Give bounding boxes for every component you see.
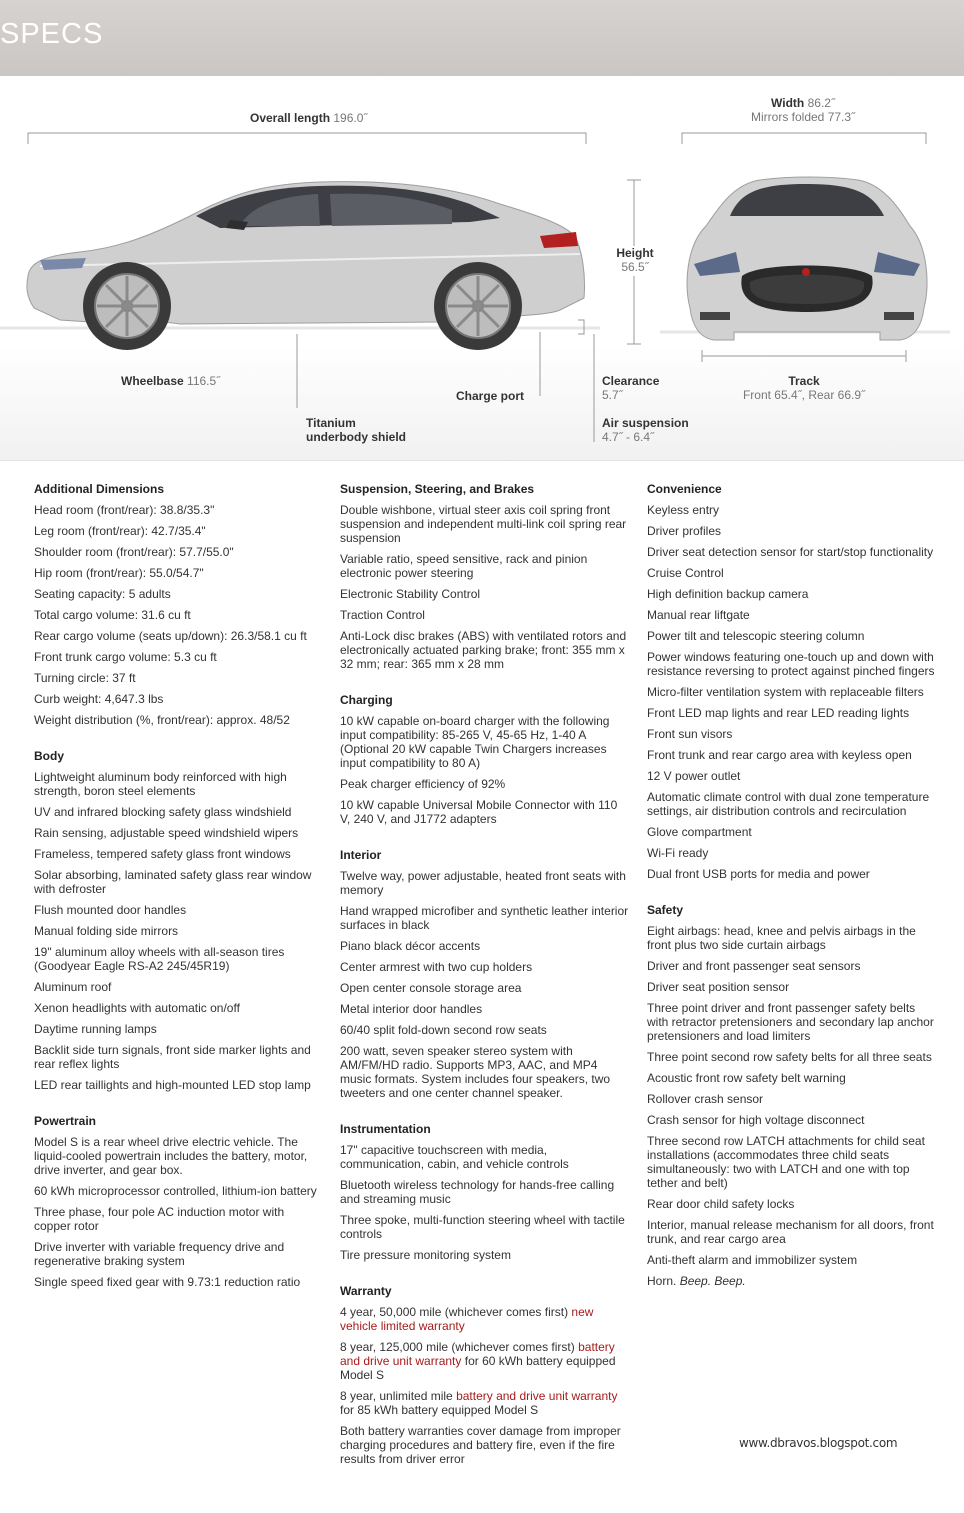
section-title: Charging [340, 693, 393, 707]
spec-item: Leg room (front/rear): 42.7/35.4" [34, 524, 206, 538]
section-additional-dimensions [34, 480, 324, 727]
spec-item: Single speed fixed gear with 9.73:1 reduction ratio [34, 1275, 301, 1289]
spec-item: Power tilt and telescopic steering column [647, 629, 865, 643]
section-instrumentation [340, 1120, 630, 1262]
spec-item: Glove compartment [647, 825, 752, 839]
section-title: Interior [340, 848, 382, 862]
dimensions-diagram [0, 76, 964, 461]
warranty-link[interactable]: new vehicle limited warranty [340, 1305, 594, 1333]
spec-item: Dual front USB ports for media and power [647, 867, 870, 881]
spec-item: High definition backup camera [647, 587, 809, 601]
spec-item: 60 kWh microprocessor controlled, lithium-ion battery [34, 1184, 317, 1198]
overall-length-value: 196.0˝ [333, 111, 368, 125]
wheelbase-label: Wheelbase 116.5˝ [121, 374, 221, 388]
spec-item: Piano black décor accents [340, 939, 481, 953]
spec-item: Open center console storage area [340, 981, 522, 995]
specs-column-3 [647, 480, 937, 1295]
spec-item: Keyless entry [647, 503, 720, 517]
spec-item: 60/40 split fold-down second row seats [340, 1023, 547, 1037]
spec-item: Automatic climate control with dual zone temperature settings, air distribution controls and recirculation [647, 790, 930, 818]
spec-item: Front sun visors [647, 727, 733, 741]
warranty-item: 8 year, unlimited mile battery and drive unit warranty for 85 kWh battery equipped Model S [340, 1389, 618, 1417]
spec-item: 19" aluminum alloy wheels with all-season tires (Goodyear Eagle RS-A2 245/45R19) [34, 945, 285, 973]
specs-column-2 [340, 480, 630, 1486]
spec-item: Crash sensor for high voltage disconnect [647, 1113, 865, 1127]
spec-item: Anti-Lock disc brakes (ABS) with ventilated rotors and electronically actuated parking brake; front: 355 mm x 32 mm; rear: 365 mm x 28 mm [340, 629, 627, 671]
overall-length-label: Overall length 196.0˝ [250, 111, 368, 125]
spec-item: UV and infrared blocking safety glass windshield [34, 805, 292, 819]
spec-item: Weight distribution (%, front/rear): approx. 48/52 [34, 713, 290, 727]
spec-item: Driver profiles [647, 524, 722, 538]
spec-item: Micro-filter ventilation system with replaceable filters [647, 685, 924, 699]
section-title: Safety [647, 903, 684, 917]
spec-item: Aluminum roof [34, 980, 112, 994]
width-value: 86.2˝ [807, 96, 835, 110]
section-title: Powertrain [34, 1114, 97, 1128]
spec-item: Rain sensing, adjustable speed windshield wipers [34, 826, 299, 840]
section-charging [340, 691, 630, 826]
width-label: Width 86.2˝ Mirrors folded 77.3˝ [751, 96, 856, 124]
spec-item: Twelve way, power adjustable, heated front seats with memory [340, 869, 626, 897]
spec-item: Head room (front/rear): 38.8/35.3" [34, 503, 215, 517]
section-suspension-steering-and-brakes [340, 480, 630, 671]
spec-item: Variable ratio, speed sensitive, rack and pinion electronic power steering [340, 552, 588, 580]
car-side-view-illustration [27, 182, 585, 350]
spec-item: Three spoke, multi-function steering wheel with tactile controls [340, 1213, 625, 1241]
section-powertrain [34, 1112, 324, 1289]
spec-item: Xenon headlights with automatic on/off [34, 1001, 240, 1015]
clearance-label: Clearance 5.7˝ [602, 374, 660, 402]
section-title: Instrumentation [340, 1122, 431, 1136]
spec-item: Power windows featuring one-touch up and down with resistance reversing to protect against pinched fingers [647, 650, 935, 678]
section-title: Warranty [340, 1284, 392, 1298]
spec-item: Shoulder room (front/rear): 57.7/55.0" [34, 545, 234, 559]
spec-item: Three point driver and front passenger safety belts with retractor pretensioners and secondary lap anchor pretensioners and load limiters [647, 1001, 934, 1043]
spec-item: Driver seat detection sensor for start/stop functionality [647, 545, 934, 559]
spec-item: Rear door child safety locks [647, 1197, 795, 1211]
spec-item: Total cargo volume: 31.6 cu ft [34, 608, 191, 622]
spec-item: Front trunk and rear cargo area with keyless open [647, 748, 912, 762]
air-suspension-value: 4.7˝ - 6.4˝ [602, 430, 655, 444]
air-suspension-label: Air suspension 4.7˝ - 6.4˝ [602, 416, 689, 444]
spec-item: 200 watt, seven speaker stereo system with AM/FM/HD radio. Supports MP3, AAC, and MP4 music formats. System includes four speakers, two tweeters and one center channel speaker. [340, 1044, 611, 1100]
spec-item: 12 V power outlet [647, 769, 741, 783]
mirrors-folded-value: Mirrors folded 77.3˝ [751, 110, 856, 124]
spec-item: Acoustic front row safety belt warning [647, 1071, 846, 1085]
warranty-link[interactable]: battery and drive unit warranty [340, 1340, 615, 1368]
section-title: Body [34, 749, 64, 763]
spec-item: Three phase, four pole AC induction motor with copper rotor [34, 1205, 285, 1233]
footer-url: www.dbravos.blogspot.com [739, 1436, 898, 1450]
spec-item: Electronic Stability Control [340, 587, 481, 601]
spec-item: Curb weight: 4,647.3 lbs [34, 692, 164, 706]
spec-item: Backlit side turn signals, front side marker lights and rear reflex lights [34, 1043, 311, 1071]
spec-item: Anti-theft alarm and immobilizer system [647, 1253, 858, 1267]
spec-item: Seating capacity: 5 adults [34, 587, 171, 601]
spec-item: Manual folding side mirrors [34, 924, 179, 938]
section-title: Suspension, Steering, and Brakes [340, 482, 535, 496]
section-title: Additional Dimensions [34, 482, 165, 496]
spec-item: Turning circle: 37 ft [34, 671, 136, 685]
height-value: 56.5˝ [621, 260, 649, 274]
spec-item: Model S is a rear wheel drive electric vehicle. The liquid-cooled powertrain includes the battery, motor, drive inverter, and gear box. [34, 1135, 308, 1177]
warranty-item: 8 year, 125,000 mile (whichever comes first) battery and drive unit warranty for 60 kWh battery equipped Model S [340, 1340, 616, 1382]
spec-item: Lightweight aluminum body reinforced with high strength, boron steel elements [34, 770, 287, 798]
height-label: Height 56.5˝ [612, 246, 658, 274]
titanium-shield-label: Titanium underbody shield [306, 416, 407, 444]
section-convenience [647, 480, 937, 881]
spec-item: Traction Control [340, 608, 425, 622]
spec-item: Wi-Fi ready [647, 846, 709, 860]
wheelbase-value: 116.5˝ [187, 374, 221, 388]
spec-item: Eight airbags: head, knee and pelvis airbags in the front plus two side curtain airbags [647, 924, 916, 952]
track-label: Track Front 65.4˝, Rear 66.9˝ [734, 374, 874, 402]
spec-item: Flush mounted door handles [34, 903, 187, 917]
spec-item: Drive inverter with variable frequency drive and regenerative braking system [34, 1240, 285, 1268]
warranty-item: Both battery warranties cover damage from improper charging procedures and battery fire, even if the fire results from driver error [340, 1424, 621, 1466]
spec-item: LED rear taillights and high-mounted LED stop lamp [34, 1078, 311, 1092]
spec-item: Daytime running lamps [34, 1022, 157, 1036]
spec-item: Three second row LATCH attachments for child seat installations (accommodates three child seats simultaneously: two with LATCH and one with top tether and belt) [647, 1134, 925, 1190]
spec-item: Center armrest with two cup holders [340, 960, 533, 974]
spec-item: 10 kW capable on-board charger with the following input compatibility: 85-265 V, 45-65 Hz, 1-40 A (Optional 20 kW capable Twin Chargers increases input compatibility to 80 A) [340, 714, 610, 770]
clearance-value: 5.7˝ [602, 388, 623, 402]
spec-item: Three point second row safety belts for all three seats [647, 1050, 932, 1064]
spec-item: Driver and front passenger seat sensors [647, 959, 861, 973]
spec-item: Interior, manual release mechanism for all doors, front trunk, and rear cargo area [647, 1218, 934, 1246]
page-title: SPECS [0, 18, 104, 50]
section-safety [647, 901, 937, 1267]
specs-column-1 [34, 480, 324, 1309]
spec-item: Hand wrapped microfiber and synthetic leather interior surfaces in black [340, 904, 629, 932]
spec-item: 17" capacitive touchscreen with media, communication, cabin, and vehicle controls [340, 1143, 569, 1171]
spec-item: Bluetooth wireless technology for hands-free calling and streaming music [340, 1178, 615, 1206]
section-interior [340, 846, 630, 1100]
spec-item: Front trunk cargo volume: 5.3 cu ft [34, 650, 217, 664]
spec-item: Metal interior door handles [340, 1002, 483, 1016]
warranty-link[interactable]: battery and drive unit warranty [456, 1389, 618, 1403]
spec-item: Rollover crash sensor [647, 1092, 764, 1106]
spec-item: Manual rear liftgate [647, 608, 750, 622]
section-body [34, 747, 324, 1092]
horn-item: Horn. Beep. Beep. [647, 1274, 746, 1288]
spec-item: Rear cargo volume (seats up/down): 26.3/58.1 cu ft [34, 629, 307, 643]
charge-port-label: Charge port [456, 389, 525, 403]
spec-item: Tire pressure monitoring system [340, 1248, 511, 1262]
warranty-item: 4 year, 50,000 mile (whichever comes first) new vehicle limited warranty [340, 1305, 594, 1333]
car-front-view-illustration [687, 177, 927, 340]
spec-item: Hip room (front/rear): 55.0/54.7" [34, 566, 204, 580]
spec-item: Front LED map lights and rear LED reading lights [647, 706, 910, 720]
header-bar [0, 0, 964, 76]
section-warranty [340, 1282, 630, 1466]
spec-item: Peak charger efficiency of 92% [340, 777, 506, 791]
section-title: Convenience [647, 482, 722, 496]
spec-item: Driver seat position sensor [647, 980, 790, 994]
spec-item: Cruise Control [647, 566, 724, 580]
spec-item: Frameless, tempered safety glass front windows [34, 847, 291, 861]
spec-item: Solar absorbing, laminated safety glass rear window with defroster [34, 868, 312, 896]
spec-item: 10 kW capable Universal Mobile Connector with 110 V, 240 V, and J1772 adapters [340, 798, 618, 826]
track-value: Front 65.4˝, Rear 66.9˝ [742, 388, 866, 402]
spec-item: Double wishbone, virtual steer axis coil spring front suspension and independent multi-link coil spring rear suspension [340, 503, 627, 545]
